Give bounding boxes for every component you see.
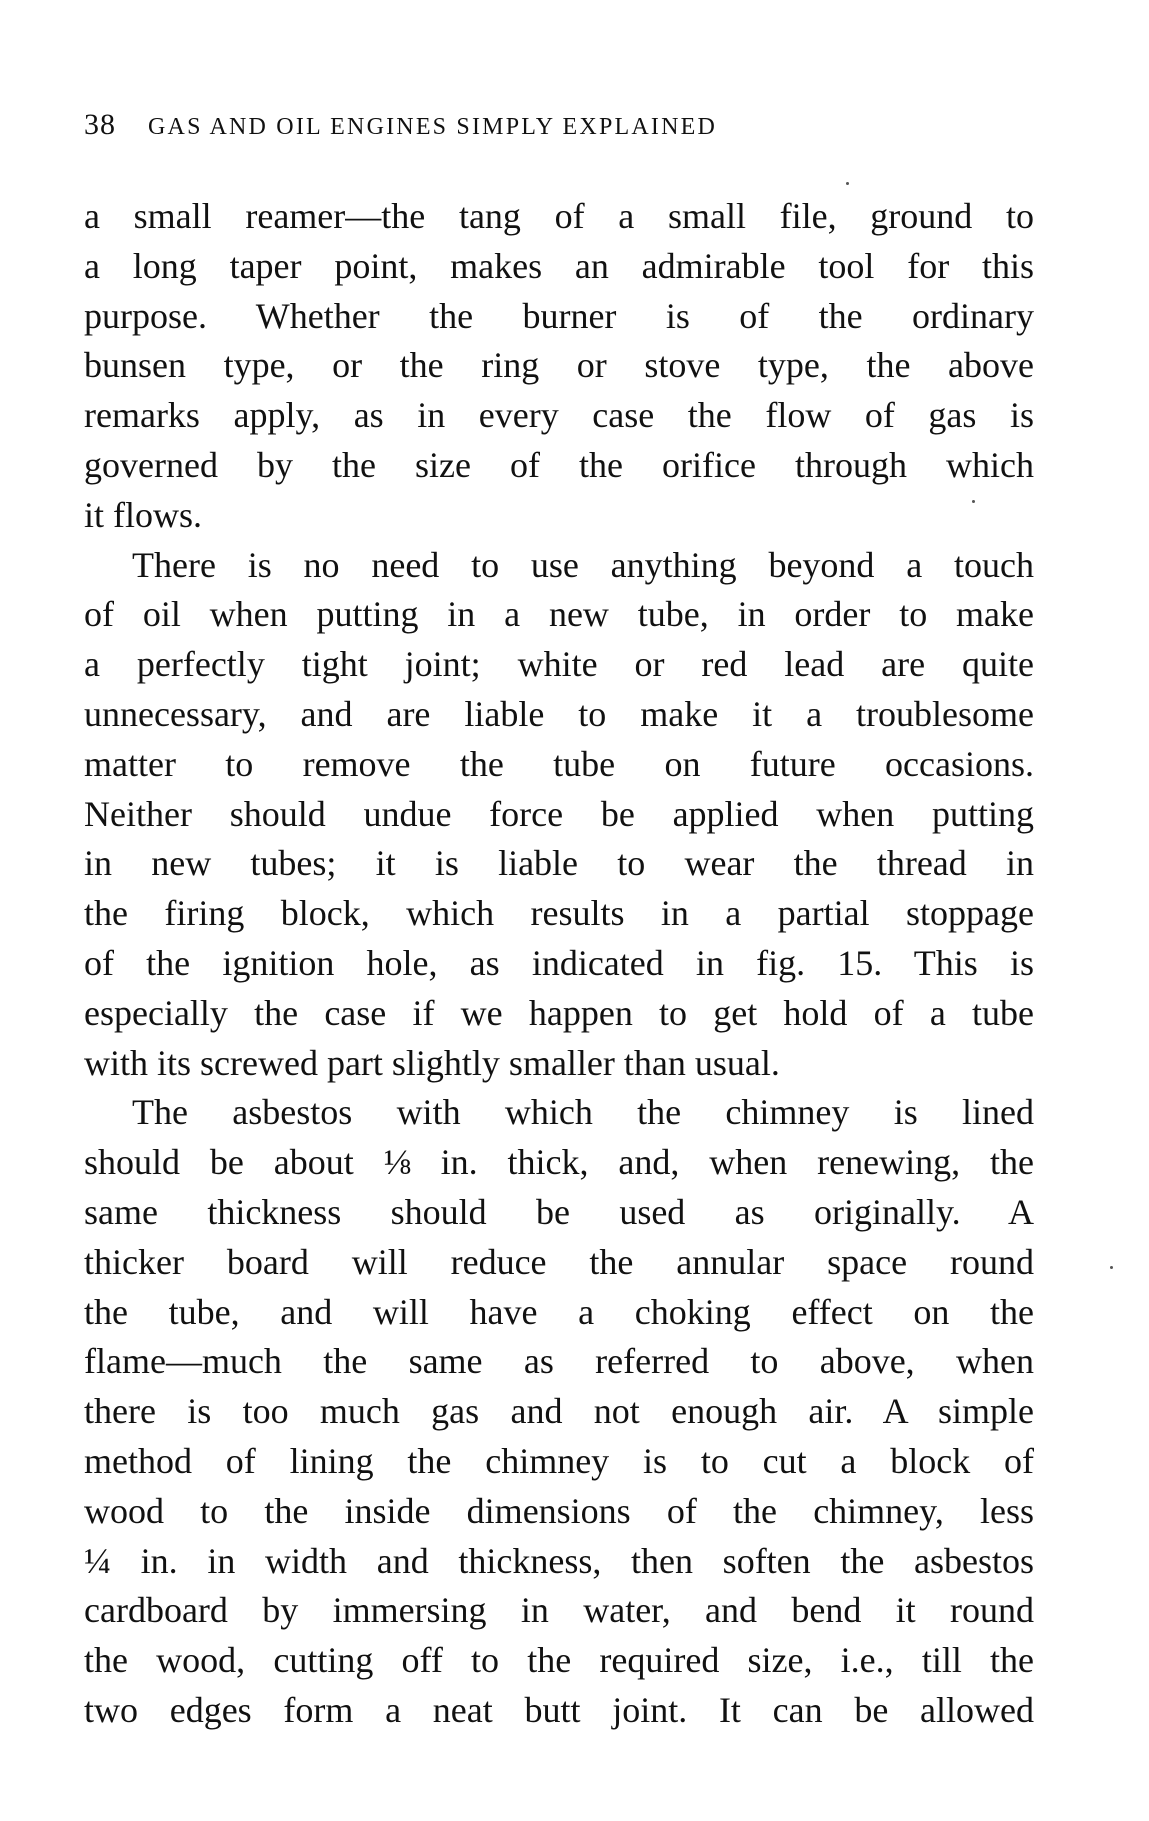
- text-line: same thickness should be used as originally. A: [84, 1191, 1034, 1232]
- page-number: 38: [84, 108, 116, 141]
- text-line: ¼ in. in width and thickness, then soften the asbestos: [84, 1540, 1034, 1581]
- text-line: remarks apply, as in every case the flow of gas is: [84, 395, 1034, 436]
- text-line: with its screwed part slightly smaller than usual.: [84, 1042, 780, 1083]
- text-line: Neither should undue force be applied when putting: [84, 793, 1034, 834]
- text-line: of oil when putting in a new tube, in order to make: [84, 594, 1034, 635]
- text-line: wood to the inside dimensions of the chimney, less: [84, 1490, 1034, 1531]
- text-line: flame—much the same as referred to above, when: [84, 1341, 1034, 1382]
- text-line: a perfectly tight joint; white or red lead are quite: [84, 644, 1034, 685]
- running-title: GAS AND OIL ENGINES SIMPLY EXPLAINED: [148, 114, 718, 140]
- text-line: a small reamer—the tang of a small file, ground to: [84, 196, 1034, 236]
- text-line: matter to remove the tube on future occasions.: [84, 743, 1034, 784]
- scan-speck: [972, 500, 975, 503]
- text-line: unnecessary, and are liable to make it a troublesome: [84, 693, 1034, 734]
- text-line: method of lining the chimney is to cut a block of: [84, 1440, 1034, 1481]
- text-line: thicker board will reduce the annular space round: [84, 1241, 1034, 1282]
- text-line: The asbestos with which the chimney is lined: [132, 1092, 1034, 1133]
- text-line: should be about ⅛ in. thick, and, when renewing, the: [84, 1142, 1034, 1183]
- scan-speck: [846, 182, 849, 185]
- scan-speck: [1110, 1266, 1113, 1269]
- text-line: there is too much gas and not enough air. A simple: [84, 1391, 1034, 1432]
- text-line: in new tubes; it is liable to wear the thread in: [84, 843, 1034, 884]
- text-line: There is no need to use anything beyond a touch: [132, 544, 1034, 585]
- text-line: the tube, and will have a choking effect on the: [84, 1291, 1034, 1332]
- text-line: two edges form a neat butt joint. It can be allowed: [84, 1689, 1034, 1730]
- text-line: it flows.: [84, 494, 203, 535]
- text-line: governed by the size of the orifice through which: [84, 444, 1034, 485]
- text-line: purpose. Whether the burner is of the ordinary: [84, 295, 1034, 336]
- text-line: bunsen type, or the ring or stove type, the above: [84, 345, 1034, 386]
- body-text: [84, 192, 1034, 1736]
- text-line: the firing block, which results in a partial stoppage: [84, 893, 1034, 934]
- text-line: cardboard by immersing in water, and bend it round: [84, 1590, 1034, 1631]
- running-head: [84, 108, 1044, 158]
- text-line: of the ignition hole, as indicated in fig. 15. This is: [84, 942, 1034, 983]
- text-line: the wood, cutting off to the required size, i.e., till the: [84, 1640, 1034, 1681]
- text-line: a long taper point, makes an admirable tool for this: [84, 245, 1034, 286]
- text-line: especially the case if we happen to get hold of a tube: [84, 992, 1034, 1033]
